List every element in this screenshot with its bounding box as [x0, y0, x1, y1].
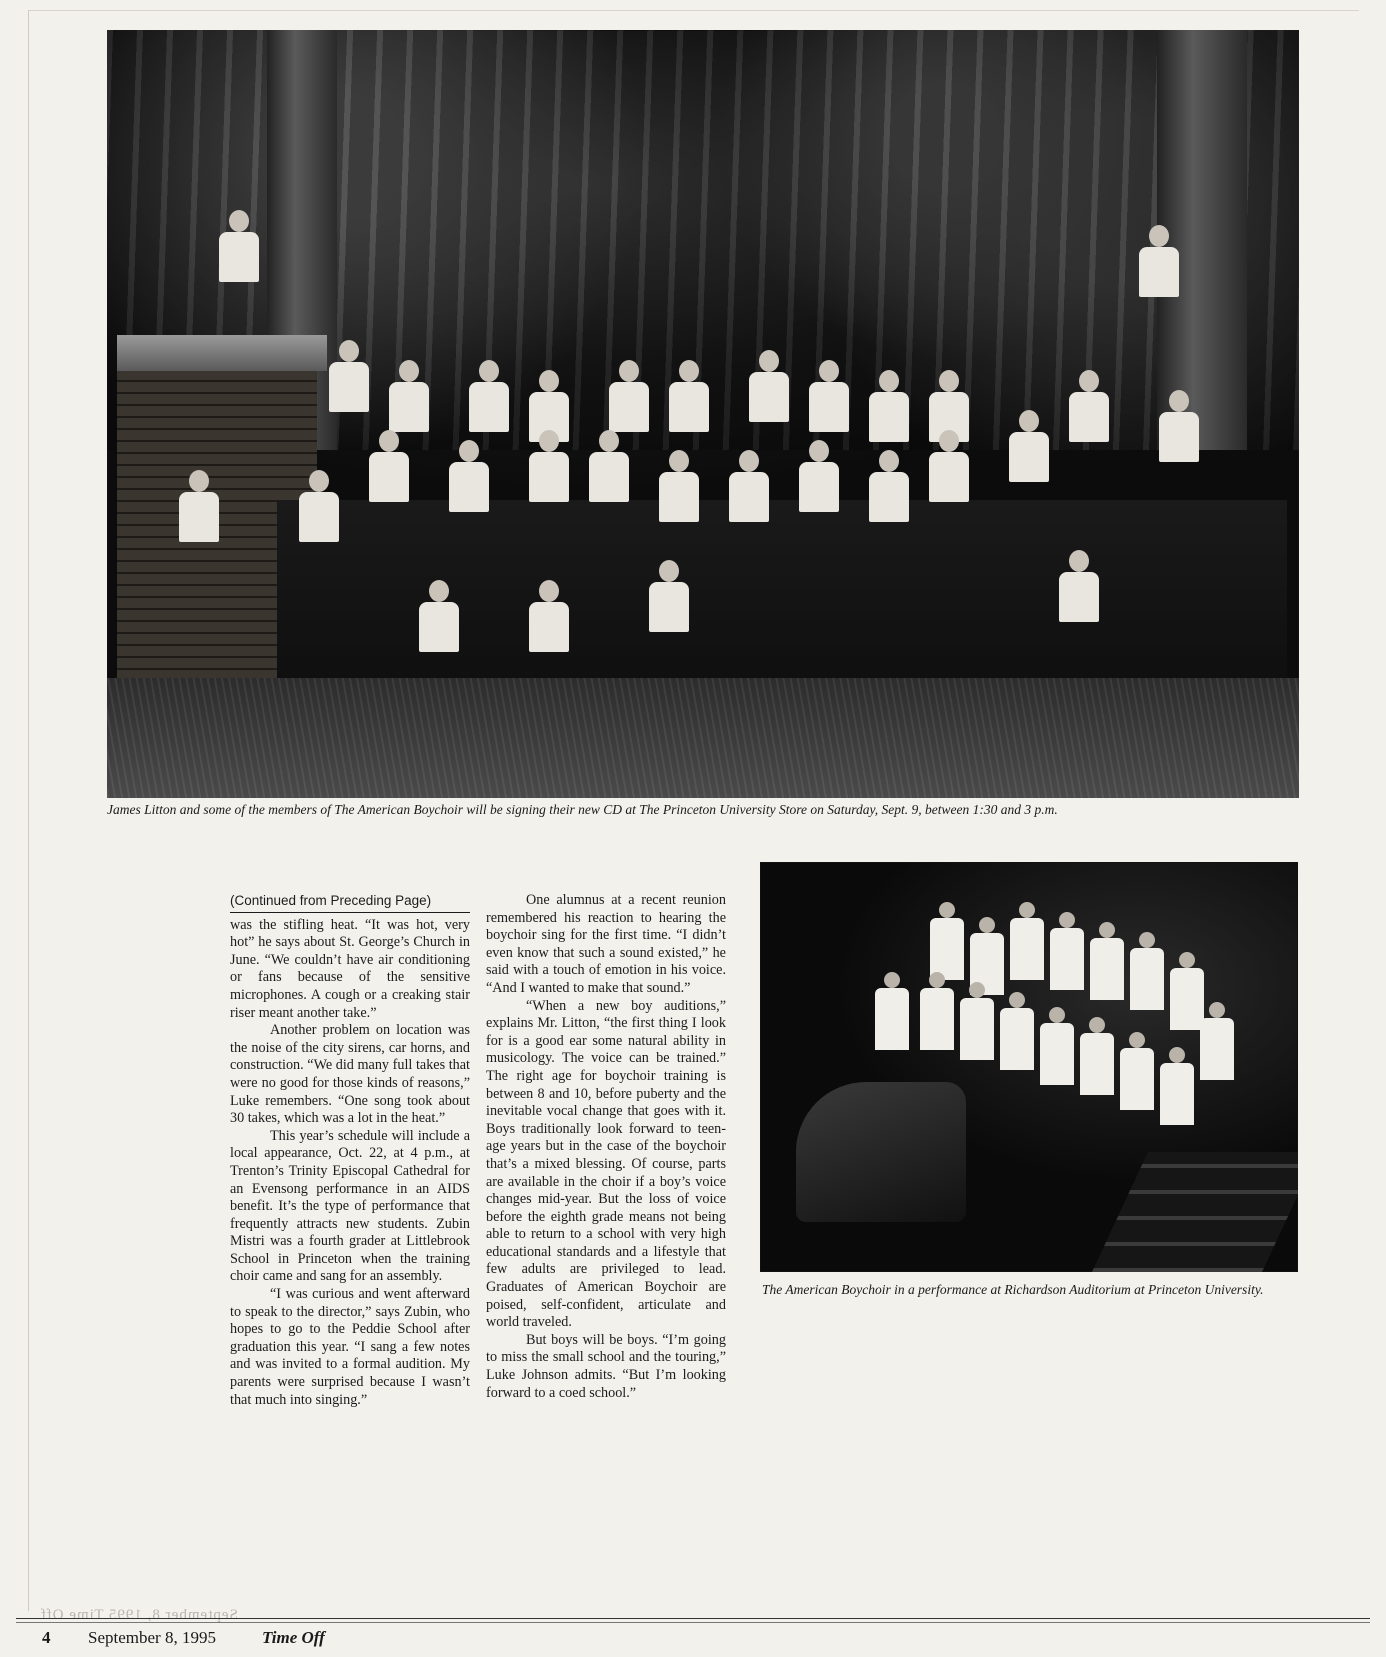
- grass-foreground: [107, 678, 1299, 798]
- bleed-through-text: September 8, 1995 Time Off: [40, 1607, 238, 1623]
- choir-singer: [1160, 1047, 1194, 1125]
- choir-member: [177, 470, 257, 562]
- grand-piano: [796, 1082, 966, 1222]
- choir-member: [807, 360, 851, 452]
- choir-singer: [1130, 932, 1164, 1010]
- choir-member: [727, 450, 771, 542]
- choir-member: [447, 440, 491, 532]
- choir-member: [297, 470, 341, 562]
- choir-member: [527, 430, 571, 522]
- choir-member: [747, 350, 791, 442]
- choir-singer: [1120, 1032, 1154, 1110]
- choir-singer: [1040, 1007, 1074, 1085]
- publication-name: Time Off: [262, 1628, 325, 1647]
- footer-rule: [16, 1618, 1370, 1619]
- choir-member: [867, 370, 911, 462]
- article-paragraph: But boys will be boys. “I’m going to miss the small school and the touring,” Luke Johnson admits. “But I’m looking forward to a coed school.”: [486, 1331, 726, 1401]
- article-paragraph: “When a new boy auditions,” explains Mr. Litton, “the first thing I look for is a good ear some natural ability in musicology. The voice can be trained.” The right age for boychoir training is between 8 and 10, before puberty and the inevitable vocal change that goes with it. Boys traditionally look forward to teen-age years but in the case of the boychoir that’s a mixed blessing. Of course, parts are available in the choir if a boy’s voice changes mid-year. But the loss of voice before the eighth grade means not being able to return to a school with very high educational standards and a lifestyle that few adults are privileged to lead. Graduates of American Boychoir are poised, self-confident, articulate and world traveled.: [486, 997, 726, 1331]
- article-column-2: [486, 892, 726, 1402]
- choir-member: [417, 580, 461, 672]
- footer-rule: [16, 1622, 1370, 1623]
- article-paragraph: was the stifling heat. “It was hot, very hot” he says about St. George’s Church in June. “We couldn’t have air conditioning or fans because of the sensitive microphones. A cough or a creaking stair riser meant another take.”: [230, 916, 470, 1021]
- choir-member: [327, 340, 371, 432]
- continued-label: (Continued from Preceding Page): [230, 892, 470, 913]
- boychoir-group-photo: [107, 30, 1299, 798]
- choir-member: [217, 210, 261, 302]
- article-paragraph: “I was curious and went afterward to speak to the director,” says Zubin, who hopes to go to the Peddie School after graduation this year. “I sang a few notes and was invited to a formal audition. My parents were surprised because I wasn’t that much into singing.”: [230, 1286, 470, 1408]
- article-column-1: [230, 892, 470, 1409]
- pillar-cap: [117, 335, 327, 371]
- choir-member: [657, 450, 701, 542]
- choir-singer: [1080, 1017, 1114, 1095]
- choir-singer: [1170, 952, 1204, 1030]
- choir-member: [667, 360, 711, 452]
- footer-date: September 8, 1995: [88, 1628, 216, 1647]
- choir-member: [867, 450, 911, 542]
- choir-singer: [960, 982, 994, 1060]
- choir-singer: [1200, 1002, 1234, 1080]
- article-paragraph: Another problem on location was the noise of the city sirens, car horns, and construction. “We did many full takes that were no good for those kinds of reasons,” Luke remembers. “One song took about 30 takes, which was a lot in the heat.”: [230, 1022, 470, 1127]
- choir-member: [1157, 390, 1201, 482]
- choir-singer: [930, 902, 964, 980]
- choir-member: [1137, 225, 1181, 317]
- stage-risers: [1092, 1152, 1298, 1272]
- choir-member: [797, 440, 841, 532]
- top-photo-caption: James Litton and some of the members of The American Boychoir will be signing their new CD at The Princeton University Store on Saturday, Sept. 9, between 1:30 and 3 p.m.: [107, 802, 1058, 817]
- choir-member: [587, 430, 631, 522]
- choir-singer: [1050, 912, 1084, 990]
- choir-member: [647, 560, 691, 652]
- choir-member: [927, 430, 971, 522]
- boychoir-performance-photo: [760, 862, 1298, 1272]
- choir-member: [1067, 370, 1111, 462]
- article-paragraph: This year’s schedule will include a local appearance, Oct. 22, at 4 p.m., at Trenton’s Trinity Episcopal Cathedral for an Evensong performance in an AIDS benefit. It’s the type of performance that frequently attracts new students. Zubin Mistri was a fourth grader at Littlebrook School in Princeton when the training choir came and sang for an assembly.: [230, 1127, 470, 1285]
- choir-member: [367, 430, 411, 522]
- right-photo-caption: The American Boychoir in a performance at Richardson Auditorium at Princeton University.: [762, 1282, 1264, 1297]
- article-paragraph: One alumnus at a recent reunion remembered his reaction to hearing the boychoir sing for the first time. “I didn’t even know that such a sound existed,” he said with a touch of emotion in his voice. “And I wanted to make that sound.”: [486, 892, 726, 996]
- choir-singer: [1010, 902, 1044, 980]
- choir-member: [1057, 550, 1101, 642]
- choir-singer: [1000, 992, 1034, 1070]
- choir-member: [1007, 410, 1051, 502]
- choir-member: [467, 360, 511, 452]
- page-number: 4: [42, 1628, 51, 1647]
- choir-singer: [1090, 922, 1124, 1000]
- choir-member: [527, 580, 571, 672]
- choir-singer: [875, 972, 909, 1050]
- choir-singer: [920, 972, 954, 1050]
